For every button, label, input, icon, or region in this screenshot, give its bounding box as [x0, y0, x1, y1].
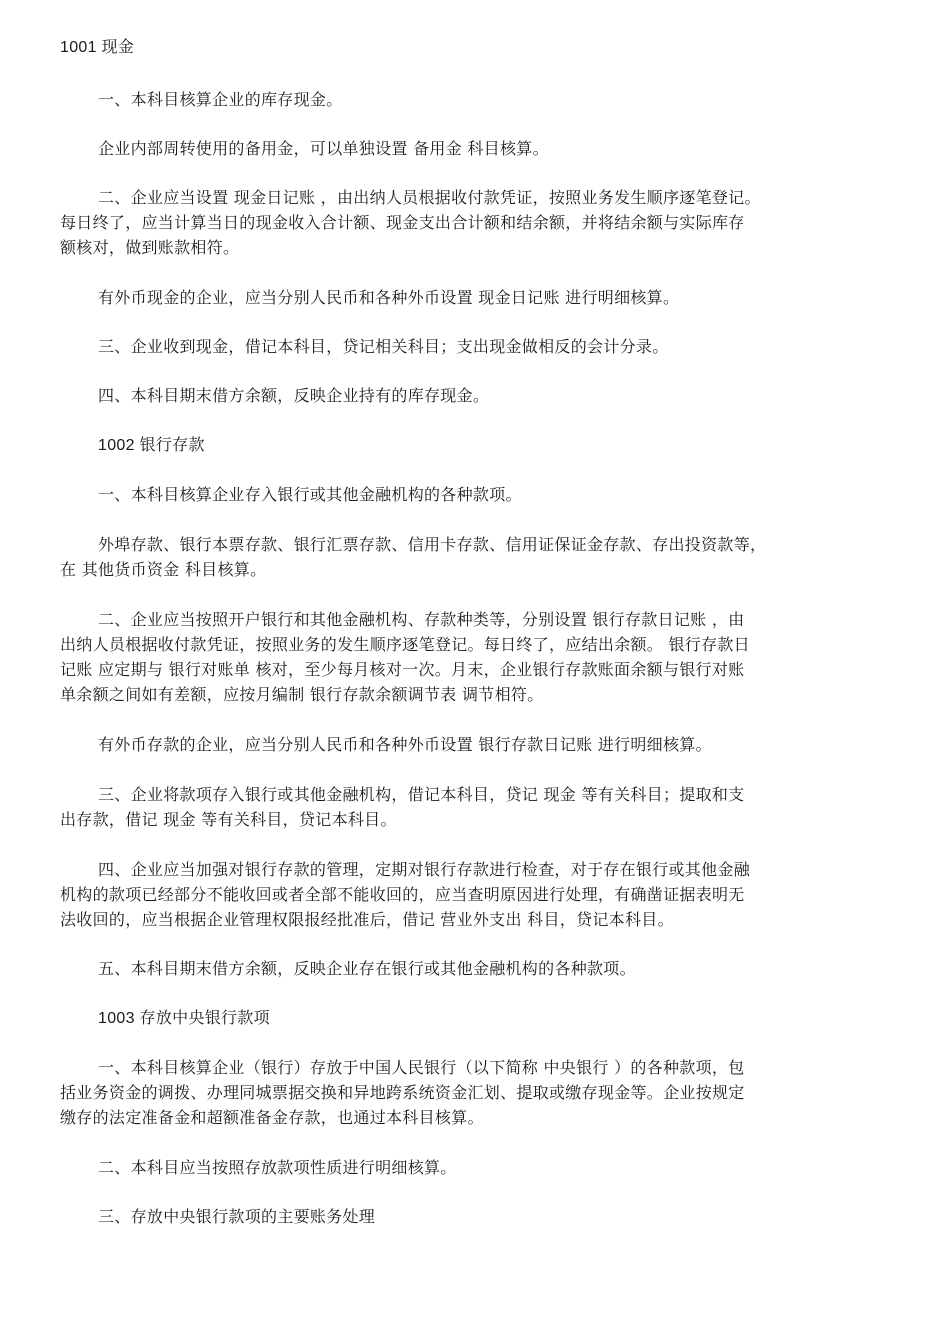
paragraph-line: 有外币存款的企业，应当分别人民币和各种外币设置 银行存款日记账 进行明细核算。 [98, 735, 712, 754]
paragraph-line: 二、企业应当设置 现金日记账 ，由出纳人员根据收付款凭证，按照业务发生顺序逐笔登记。 [98, 188, 761, 207]
paragraph-line: 机构的款项已经部分不能收回或者全部不能收回的，应当查明原因进行处理，有确凿证据表明无 [60, 885, 745, 904]
paragraph-line: 一、本科目核算企业的库存现金。 [98, 90, 343, 109]
paragraph-line: 一、本科目核算企业（银行）存放于中国人民银行（以下简称 中央银行 ）的各种款项，包 [98, 1058, 745, 1077]
section-heading-1002: 1002 银行存款 [98, 437, 205, 454]
paragraph-line: 三、存放中央银行款项的主要账务处理 [98, 1207, 376, 1226]
paragraph-line: 三、企业将款项存入银行或其他金融机构，借记本科目，贷记 现金 等有关科目；提取和支 [98, 785, 745, 804]
paragraph-line: 记账 应定期与 银行对账单 核对，至少每月核对一次。月末，企业银行存款账面余额与银行对账 [60, 660, 745, 679]
paragraph-line: 二、企业应当按照开户银行和其他金融机构、存款种类等，分别设置 银行存款日记账 ，由 [98, 610, 745, 629]
section-heading-1001: 1001 现金 [60, 39, 135, 56]
paragraph-line: 法收回的，应当根据企业管理权限报经批准后，借记 营业外支出 科目，贷记本科目。 [60, 910, 674, 929]
paragraph-line: 二、本科目应当按照存放款项性质进行明细核算。 [98, 1158, 457, 1177]
paragraph-line: 三、企业收到现金，借记本科目，贷记相关科目；支出现金做相反的会计分录。 [98, 337, 669, 356]
paragraph-line: 出纳人员根据收付款凭证，按照业务的发生顺序逐笔登记。每日终了，应结出余额。 银行存款日 [60, 635, 750, 654]
paragraph-line: 有外币现金的企业，应当分别人民币和各种外币设置 现金日记账 进行明细核算。 [98, 288, 680, 307]
paragraph-line: 括业务资金的调拨、办理同城票据交换和异地跨系统资金汇划、提取或缴存现金等。企业按规定 [60, 1083, 745, 1102]
paragraph-line: 缴存的法定准备金和超额准备金存款，也通过本科目核算。 [60, 1108, 484, 1127]
paragraph-line: 单余额之间如有差额，应按月编制 银行存款余额调节表 调节相符。 [60, 685, 544, 704]
paragraph-line: 每日终了，应当计算当日的现金收入合计额、现金支出合计额和结余额，并将结余额与实际库存 [60, 213, 745, 232]
paragraph-line: 额核对，做到账款相符。 [60, 238, 240, 257]
paragraph-line: 四、企业应当加强对银行存款的管理，定期对银行存款进行检查，对于存在银行或其他金融 [98, 860, 751, 879]
paragraph-line: 四、本科目期末借方余额，反映企业持有的库存现金。 [98, 386, 490, 405]
paragraph-line: 五、本科目期末借方余额，反映企业存在银行或其他金融机构的各种款项。 [98, 959, 636, 978]
section-heading-1003: 1003 存放中央银行款项 [98, 1010, 270, 1027]
paragraph-line: 企业内部周转使用的备用金，可以单独设置 备用金 科目核算。 [98, 139, 549, 158]
paragraph-line: 外埠存款、银行本票存款、银行汇票存款、信用卡存款、信用证保证金存款、存出投资款等， [98, 535, 767, 554]
paragraph-line: 一、本科目核算企业存入银行或其他金融机构的各种款项。 [98, 485, 522, 504]
paragraph-line: 出存款，借记 现金 等有关科目，贷记本科目。 [60, 810, 397, 829]
paragraph-line: 在 其他货币资金 科目核算。 [60, 560, 267, 579]
